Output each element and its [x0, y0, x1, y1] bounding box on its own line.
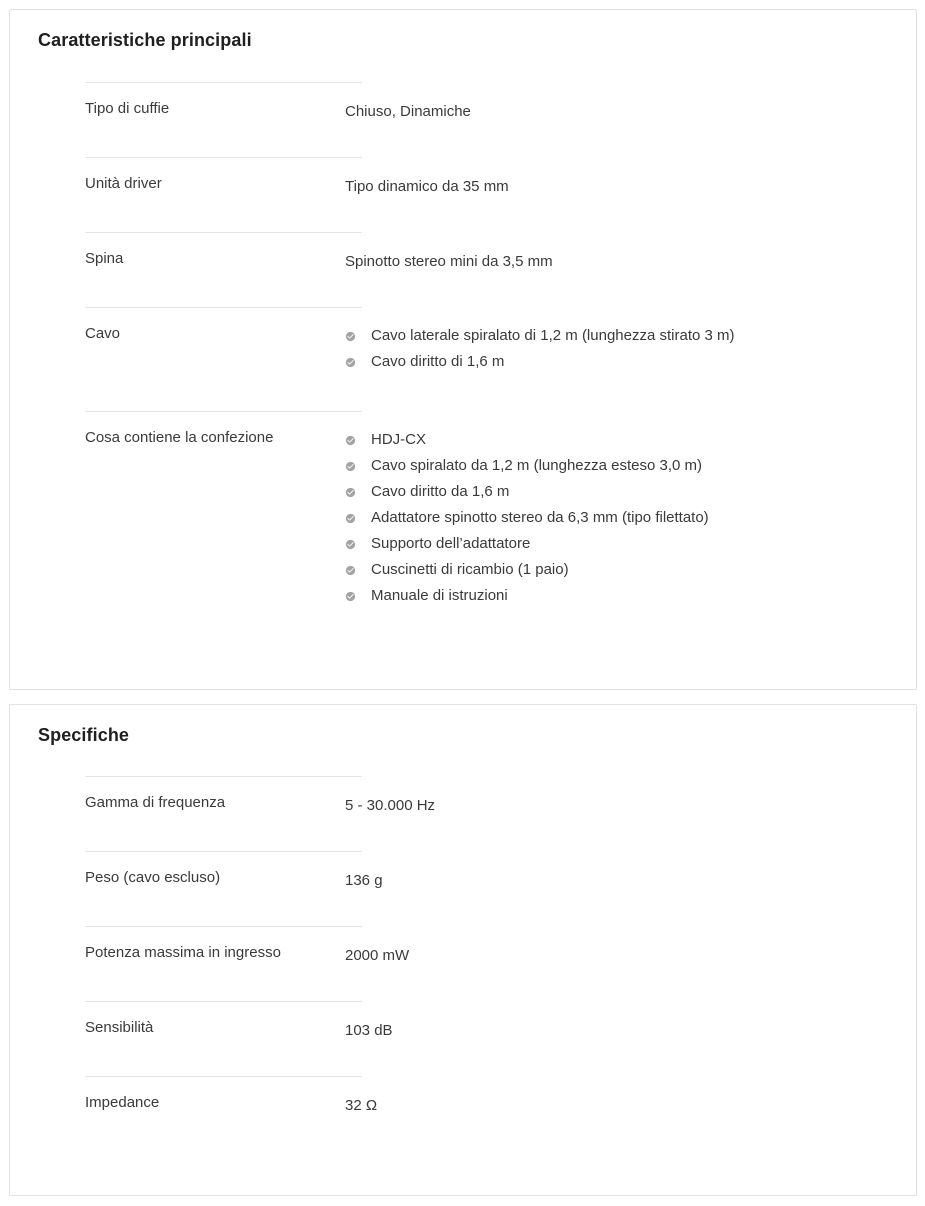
spec-rows — [38, 82, 888, 645]
bullet-item — [345, 531, 888, 557]
row-content — [38, 412, 888, 645]
spec-value: 2000 mW — [345, 947, 410, 964]
check-circle-icon — [345, 565, 356, 576]
check-circle-icon — [345, 461, 356, 472]
spec-label: Cosa contiene la confezione — [85, 428, 274, 446]
section-specifiche — [9, 704, 917, 1197]
check-circle-icon — [345, 357, 356, 368]
spec-value: 136 g — [345, 872, 383, 889]
bullet-item — [345, 453, 888, 479]
spec-label: Unità driver — [85, 174, 162, 192]
bullet-item-text: Cavo laterale spiralato di 1,2 m (lunghezza stirato 3 m) — [371, 326, 735, 344]
bullet-item — [345, 427, 888, 453]
bullet-item — [345, 557, 888, 583]
row-content — [38, 83, 888, 157]
spec-value: Chiuso, Dinamiche — [345, 102, 471, 120]
spec-value — [345, 428, 888, 609]
spec-label: Peso (cavo escluso) — [85, 869, 221, 886]
spec-value — [345, 324, 888, 375]
row-content — [38, 927, 888, 1001]
bullet-item-text: Cavo spiralato da 1,2 m (lunghezza esteso 3,0 m) — [371, 456, 703, 474]
bullet-item-text: Cavo diritto da 1,6 m — [371, 482, 510, 500]
bullet-item — [345, 479, 888, 505]
spec-row — [38, 157, 888, 232]
spec-label: Sensibilità — [85, 1019, 154, 1036]
bullet-list — [345, 427, 888, 609]
check-circle-icon — [345, 435, 356, 446]
spec-label: Impedance — [85, 1094, 160, 1111]
check-circle-icon — [345, 487, 356, 498]
bullet-item — [345, 323, 888, 349]
bullet-list — [345, 323, 888, 375]
row-content — [38, 158, 888, 232]
bullet-item-text: Manuale di istruzioni — [371, 586, 508, 604]
spec-row — [38, 411, 888, 645]
row-content — [38, 308, 888, 411]
spec-row — [38, 232, 888, 307]
check-circle-icon — [345, 331, 356, 342]
bullet-item — [345, 505, 888, 531]
spec-value: Tipo dinamico da 35 mm — [345, 177, 509, 195]
bullet-item-text: Cuscinetti di ricambio (1 paio) — [371, 560, 569, 578]
spec-value: 103 dB — [345, 1022, 393, 1039]
spec-row — [38, 307, 888, 411]
spec-label: Tipo di cuffie — [85, 99, 170, 117]
check-circle-icon — [345, 591, 356, 602]
spec-value: 32 Ω — [345, 1097, 378, 1114]
spec-label: Potenza massima in ingresso — [85, 944, 281, 961]
spec-value: Spinotto stereo mini da 3,5 mm — [345, 252, 553, 270]
spec-row — [38, 1076, 888, 1151]
spec-row — [38, 926, 888, 1001]
section-caratteristiche-principali — [9, 9, 917, 690]
spec-label: Cavo — [85, 324, 121, 342]
spec-row — [38, 1001, 888, 1076]
bullet-item-text: Supporto dell’adattatore — [371, 534, 531, 552]
spec-row — [38, 82, 888, 157]
bullet-item — [345, 583, 888, 609]
row-content — [38, 852, 888, 926]
spec-value: 5 - 30.000 Hz — [345, 797, 436, 814]
row-content — [38, 1002, 888, 1076]
check-circle-icon — [345, 539, 356, 550]
bullet-item-text: Adattatore spinotto stereo da 6,3 mm (tipo filettato) — [371, 508, 709, 526]
spec-row — [38, 851, 888, 926]
section-title-caratteristiche: Caratteristiche principali — [38, 30, 252, 50]
section-title-specifiche: Specifiche — [38, 724, 130, 745]
spec-label: Gamma di frequenza — [85, 794, 226, 811]
spec-label: Spina — [85, 249, 124, 267]
bullet-item-text: HDJ-CX — [371, 430, 426, 448]
check-circle-icon — [345, 513, 356, 524]
row-content — [38, 777, 888, 851]
bullet-item — [345, 349, 888, 375]
spec-rows — [38, 776, 888, 1151]
row-content — [38, 233, 888, 307]
bullet-item-text: Cavo diritto di 1,6 m — [371, 352, 505, 370]
spec-row — [38, 776, 888, 851]
row-content — [38, 1077, 888, 1151]
